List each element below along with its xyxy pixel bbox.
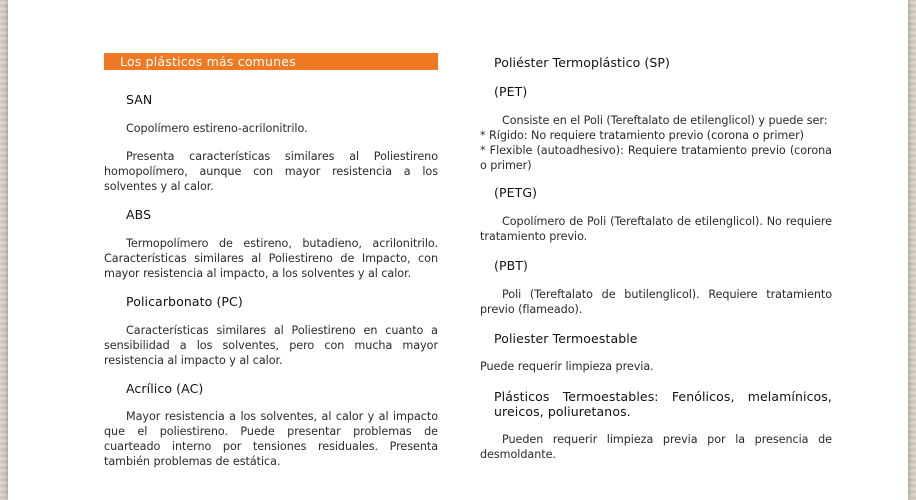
paragraph-pbt: Poli (Tereftalato de butilenglicol). Requiere tratamiento previo (flameado). bbox=[480, 288, 832, 316]
heading-san: SAN bbox=[126, 92, 153, 107]
paragraph-pet bbox=[480, 113, 832, 173]
heading-poliester-termoestable: Poliester Termoestable bbox=[494, 331, 638, 346]
section-title-bar: Los plásticos más comunes bbox=[104, 53, 438, 70]
heading-pc: Policarbonato (PC) bbox=[126, 294, 243, 309]
pet-line-1: Consiste en el Poli (Tereftalato de etilenglicol) y puede ser: bbox=[502, 114, 828, 127]
paragraph-san-1: Copolímero estireno-acrilonitrilo. bbox=[126, 122, 308, 135]
paragraph-plasticos-termoestables: Pueden requerir limpieza previa por la presencia de desmoldante. bbox=[480, 433, 832, 461]
paragraph-petg: Copolímero de Poli (Tereftalato de etilenglicol). No requiere tratamiento previo. bbox=[480, 215, 832, 243]
heading-pbt: (PBT) bbox=[494, 258, 529, 273]
heading-plasticos-termoestables: Plásticos Termoestables: Fenólicos, melamínicos, ureicos, poliuretanos. bbox=[494, 389, 832, 419]
heading-ac: Acrílico (AC) bbox=[126, 381, 204, 396]
document-page bbox=[8, 0, 908, 500]
paragraph-pc-1: Características similares al Poliestireno en cuanto a sensibilidad a los solventes, pero con mucha mayor resistencia al impacto y al calor. bbox=[104, 324, 438, 367]
heading-petg: (PETG) bbox=[494, 185, 538, 200]
heading-pet: (PET) bbox=[494, 84, 528, 99]
heading-abs: ABS bbox=[126, 207, 152, 222]
paragraph-abs-1: Termopolímero de estireno, butadieno, acrilonitrilo. Características similares al Poliestireno de Impacto, con mayor resistencia al impacto, a los solventes y al calor. bbox=[104, 237, 438, 280]
paragraph-ac-1: Mayor resistencia a los solventes, al calor y al impacto que el poliestireno. Puede presentar problemas de cuarteado interno por tensiones residuales. Presenta también problemas de estática. bbox=[104, 410, 438, 468]
heading-sp: Poliéster Termoplástico (SP) bbox=[494, 55, 671, 70]
pet-line-2: * Rígido: No requiere tratamiento previo (corona o primer) bbox=[480, 129, 804, 142]
paragraph-san-2: Presenta características similares al Poliestireno homopolímero, aunque con mayor resistencia a los solventes y al calor. bbox=[104, 150, 438, 193]
pet-line-3: * Flexible (autoadhesivo): Requiere tratamiento previo (corona o primer) bbox=[480, 144, 832, 172]
paragraph-poliester-termoestable: Puede requerir limpieza previa. bbox=[480, 360, 654, 373]
